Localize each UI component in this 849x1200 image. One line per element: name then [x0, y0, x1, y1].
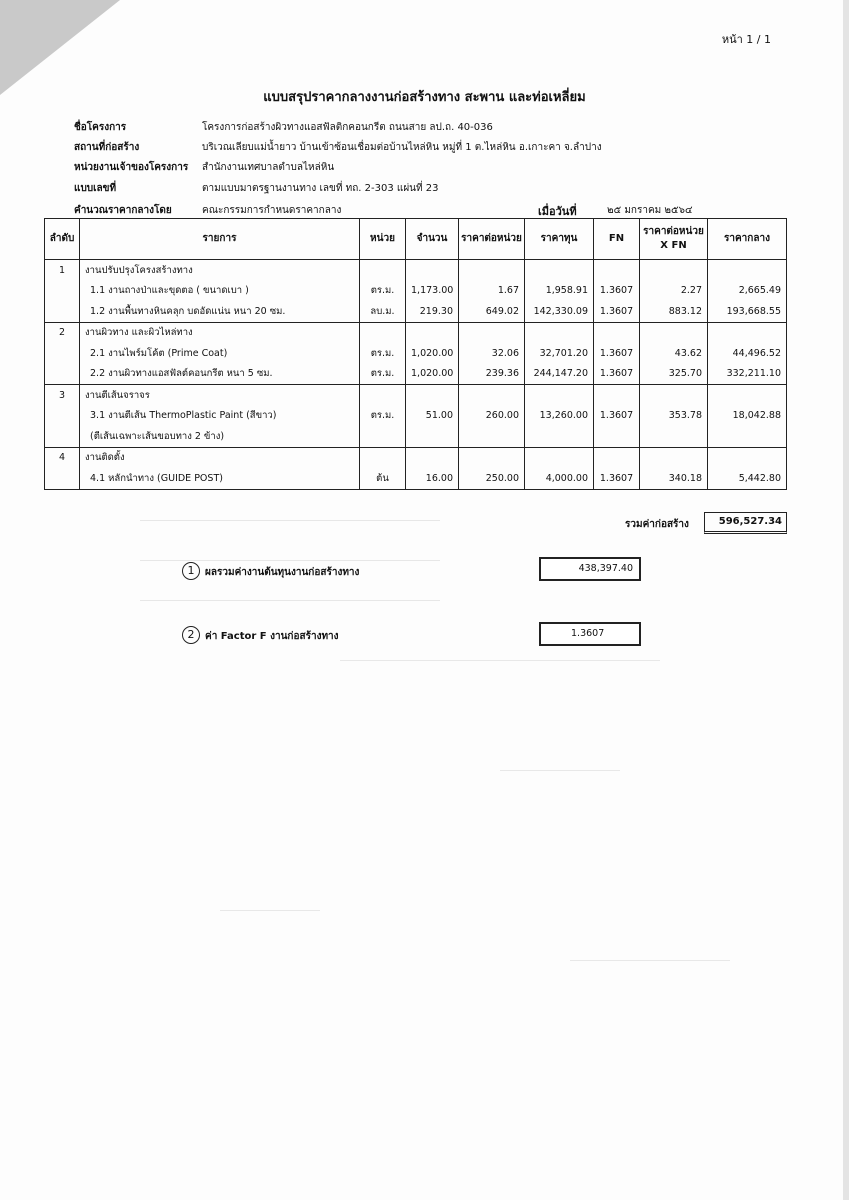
- row-unit: ลบ.ม.: [360, 301, 406, 322]
- row-fn: 1.3607: [594, 343, 640, 364]
- row-unit-cost: [459, 447, 525, 468]
- row-item: 1.2 งานพื้นทางหินคลุก บดอัดแน่น หนา 20 ซม.: [80, 301, 360, 322]
- table-row: [45, 343, 787, 364]
- row-no: [45, 281, 80, 302]
- row-fn: [594, 260, 640, 281]
- info-value: สำนักงานเทศบาลตำบลไหล่หิน: [202, 162, 335, 173]
- row-price: 332,211.10: [708, 364, 787, 385]
- row-no: 1: [45, 260, 80, 281]
- col-header-unit-cost: ราคาต่อหน่วย: [459, 219, 525, 260]
- row-unit-cost: [459, 260, 525, 281]
- page-title: แบบสรุปราคากลางงานก่อสร้างทาง สะพาน และท่อเหลี่ยม: [263, 90, 586, 105]
- table-row: [45, 301, 787, 322]
- date-label: เมื่อวันที่: [538, 205, 577, 218]
- row-unit-x-fn: 883.12: [640, 301, 708, 322]
- summary-value-1: 438,397.40: [539, 557, 641, 581]
- row-unit-cost: 250.00: [459, 468, 525, 489]
- row-price: 5,442.80: [708, 468, 787, 489]
- row-item: 4.1 หลักนำทาง (GUIDE POST): [80, 468, 360, 489]
- row-no: [45, 301, 80, 322]
- col-header-unit-x-fn-line2: X FN: [660, 240, 687, 251]
- row-unit-cost: [459, 385, 525, 406]
- table-row: [45, 281, 787, 302]
- row-item: (ตีเส้นเฉพาะเส้นขอบทาง 2 ข้าง): [80, 426, 360, 447]
- row-no: [45, 406, 80, 427]
- info-label: ชื่อโครงการ: [74, 122, 127, 133]
- col-header-fn: FN: [594, 219, 640, 260]
- row-unit: [360, 385, 406, 406]
- row-item: 3.1 งานตีเส้น ThermoPlastic Paint (สีขาว): [80, 406, 360, 427]
- row-price: 44,496.52: [708, 343, 787, 364]
- row-qty: [406, 322, 459, 343]
- row-unit: [360, 426, 406, 447]
- row-qty: 1,173.00: [406, 281, 459, 302]
- row-fn: 1.3607: [594, 406, 640, 427]
- row-no: 4: [45, 447, 80, 468]
- row-item: งานปรับปรุงโครงสร้างทาง: [80, 260, 360, 281]
- row-cost: [525, 322, 594, 343]
- table-row: [45, 406, 787, 427]
- info-value: โครงการก่อสร้างผิวทางแอสฟัลติกคอนกรีต ถนนสาย ลป.ถ. 40-036: [202, 122, 493, 133]
- summary-number-2: 2: [182, 626, 200, 644]
- row-unit-cost: 260.00: [459, 406, 525, 427]
- row-price: 2,665.49: [708, 281, 787, 302]
- row-qty: [406, 447, 459, 468]
- table-row: [45, 426, 787, 447]
- row-item: งานติดตั้ง: [80, 447, 360, 468]
- row-no: [45, 343, 80, 364]
- summary-label-2: ค่า Factor F งานก่อสร้างทาง: [205, 631, 339, 642]
- row-qty: 1,020.00: [406, 343, 459, 364]
- col-header-price: ราคากลาง: [708, 219, 787, 260]
- row-fn: 1.3607: [594, 364, 640, 385]
- row-fn: [594, 426, 640, 447]
- table-row: [45, 468, 787, 489]
- row-cost: [525, 385, 594, 406]
- info-label: แบบเลขที่: [74, 183, 117, 194]
- row-cost: 32,701.20: [525, 343, 594, 364]
- summary-value-2: 1.3607: [539, 622, 641, 646]
- row-unit-x-fn: 325.70: [640, 364, 708, 385]
- row-price: 18,042.88: [708, 406, 787, 427]
- row-no: 3: [45, 385, 80, 406]
- row-unit: ตร.ม.: [360, 343, 406, 364]
- row-fn: 1.3607: [594, 301, 640, 322]
- row-unit-x-fn: [640, 447, 708, 468]
- row-cost: 4,000.00: [525, 468, 594, 489]
- col-header-cost: ราคาทุน: [525, 219, 594, 260]
- row-unit: ตร.ม.: [360, 364, 406, 385]
- info-label: คำนวณราคากลางโดย: [74, 205, 172, 216]
- col-header-unit: หน่วย: [360, 219, 406, 260]
- row-unit: ต้น: [360, 468, 406, 489]
- row-price: [708, 447, 787, 468]
- row-fn: [594, 447, 640, 468]
- table-group-row: [45, 385, 787, 406]
- row-no: [45, 426, 80, 447]
- row-unit-x-fn: [640, 322, 708, 343]
- row-unit: ตร.ม.: [360, 281, 406, 302]
- info-value: ตามแบบมาตรฐานงานทาง เลขที่ ทถ. 2-303 แผ่นที่ 23: [202, 183, 439, 194]
- row-price: [708, 426, 787, 447]
- row-qty: 219.30: [406, 301, 459, 322]
- row-fn: 1.3607: [594, 468, 640, 489]
- row-unit-x-fn: 2.27: [640, 281, 708, 302]
- row-cost: 1,958.91: [525, 281, 594, 302]
- col-header-item: รายการ: [80, 219, 360, 260]
- row-unit-x-fn: [640, 385, 708, 406]
- table-group-row: [45, 260, 787, 281]
- row-item: 2.2 งานผิวทางแอสฟัลต์คอนกรีต หนา 5 ซม.: [80, 364, 360, 385]
- row-item: งานตีเส้นจราจร: [80, 385, 360, 406]
- table-group-row: [45, 447, 787, 468]
- folded-corner: [0, 0, 120, 95]
- row-cost: [525, 260, 594, 281]
- row-unit: [360, 322, 406, 343]
- row-item: 1.1 งานถางป่าและขุดตอ ( ขนาดเบา ): [80, 281, 360, 302]
- page-number: หน้า 1 / 1: [721, 33, 771, 46]
- row-qty: [406, 426, 459, 447]
- row-price: [708, 322, 787, 343]
- info-value: บริเวณเลียบแม่น้ำยาว บ้านเข้าซ้อนเชื่อมต่อบ้านไหล่หิน หมู่ที่ 1 ต.ไหล่หิน อ.เกาะคา จ.ลำปาง: [202, 142, 602, 153]
- date-value: ๒๕ มกราคม ๒๕๖๔: [607, 205, 693, 216]
- row-qty: [406, 260, 459, 281]
- row-unit-cost: 32.06: [459, 343, 525, 364]
- cost-table: [44, 218, 787, 490]
- total-label: รวมค่าก่อสร้าง: [625, 519, 689, 530]
- row-price: [708, 260, 787, 281]
- row-unit: ตร.ม.: [360, 406, 406, 427]
- row-cost: 244,147.20: [525, 364, 594, 385]
- row-unit-cost: [459, 426, 525, 447]
- table-row: [45, 364, 787, 385]
- info-value: คณะกรรมการกำหนดราคากลาง: [202, 205, 342, 216]
- row-unit-x-fn: [640, 426, 708, 447]
- row-price: 193,668.55: [708, 301, 787, 322]
- row-fn: [594, 385, 640, 406]
- table-group-row: [45, 322, 787, 343]
- table-body: [45, 260, 787, 490]
- row-unit-x-fn: 43.62: [640, 343, 708, 364]
- row-no: [45, 364, 80, 385]
- row-price: [708, 385, 787, 406]
- row-item: งานผิวทาง และผิวไหล่ทาง: [80, 322, 360, 343]
- row-item: 2.1 งานไพร์มโค้ต (Prime Coat): [80, 343, 360, 364]
- row-unit-x-fn: 340.18: [640, 468, 708, 489]
- row-unit: [360, 260, 406, 281]
- row-unit: [360, 447, 406, 468]
- row-unit-cost: 1.67: [459, 281, 525, 302]
- page-edge: [843, 0, 849, 1200]
- row-no: [45, 468, 80, 489]
- table-header-row: [45, 219, 787, 260]
- row-qty: 16.00: [406, 468, 459, 489]
- row-cost: 13,260.00: [525, 406, 594, 427]
- row-cost: [525, 426, 594, 447]
- summary-number-1: 1: [182, 562, 200, 580]
- row-unit-cost: 239.36: [459, 364, 525, 385]
- row-qty: 51.00: [406, 406, 459, 427]
- row-cost: [525, 447, 594, 468]
- row-fn: [594, 322, 640, 343]
- col-header-unit-x-fn-line1: ราคาต่อหน่วย: [643, 226, 704, 237]
- summary-label-1: ผลรวมค่างานต้นทุนงานก่อสร้างทาง: [205, 567, 360, 578]
- row-unit-x-fn: [640, 260, 708, 281]
- row-qty: [406, 385, 459, 406]
- col-header-no: ลำดับ: [45, 219, 80, 260]
- row-unit-x-fn: 353.78: [640, 406, 708, 427]
- info-label: หน่วยงานเจ้าของโครงการ: [74, 162, 189, 173]
- col-header-unit-x-fn: [640, 219, 708, 260]
- row-cost: 142,330.09: [525, 301, 594, 322]
- row-fn: 1.3607: [594, 281, 640, 302]
- row-no: 2: [45, 322, 80, 343]
- info-label: สถานที่ก่อสร้าง: [74, 142, 140, 153]
- row-unit-cost: [459, 322, 525, 343]
- total-value: 596,527.34: [704, 512, 787, 534]
- row-unit-cost: 649.02: [459, 301, 525, 322]
- row-qty: 1,020.00: [406, 364, 459, 385]
- col-header-qty: จำนวน: [406, 219, 459, 260]
